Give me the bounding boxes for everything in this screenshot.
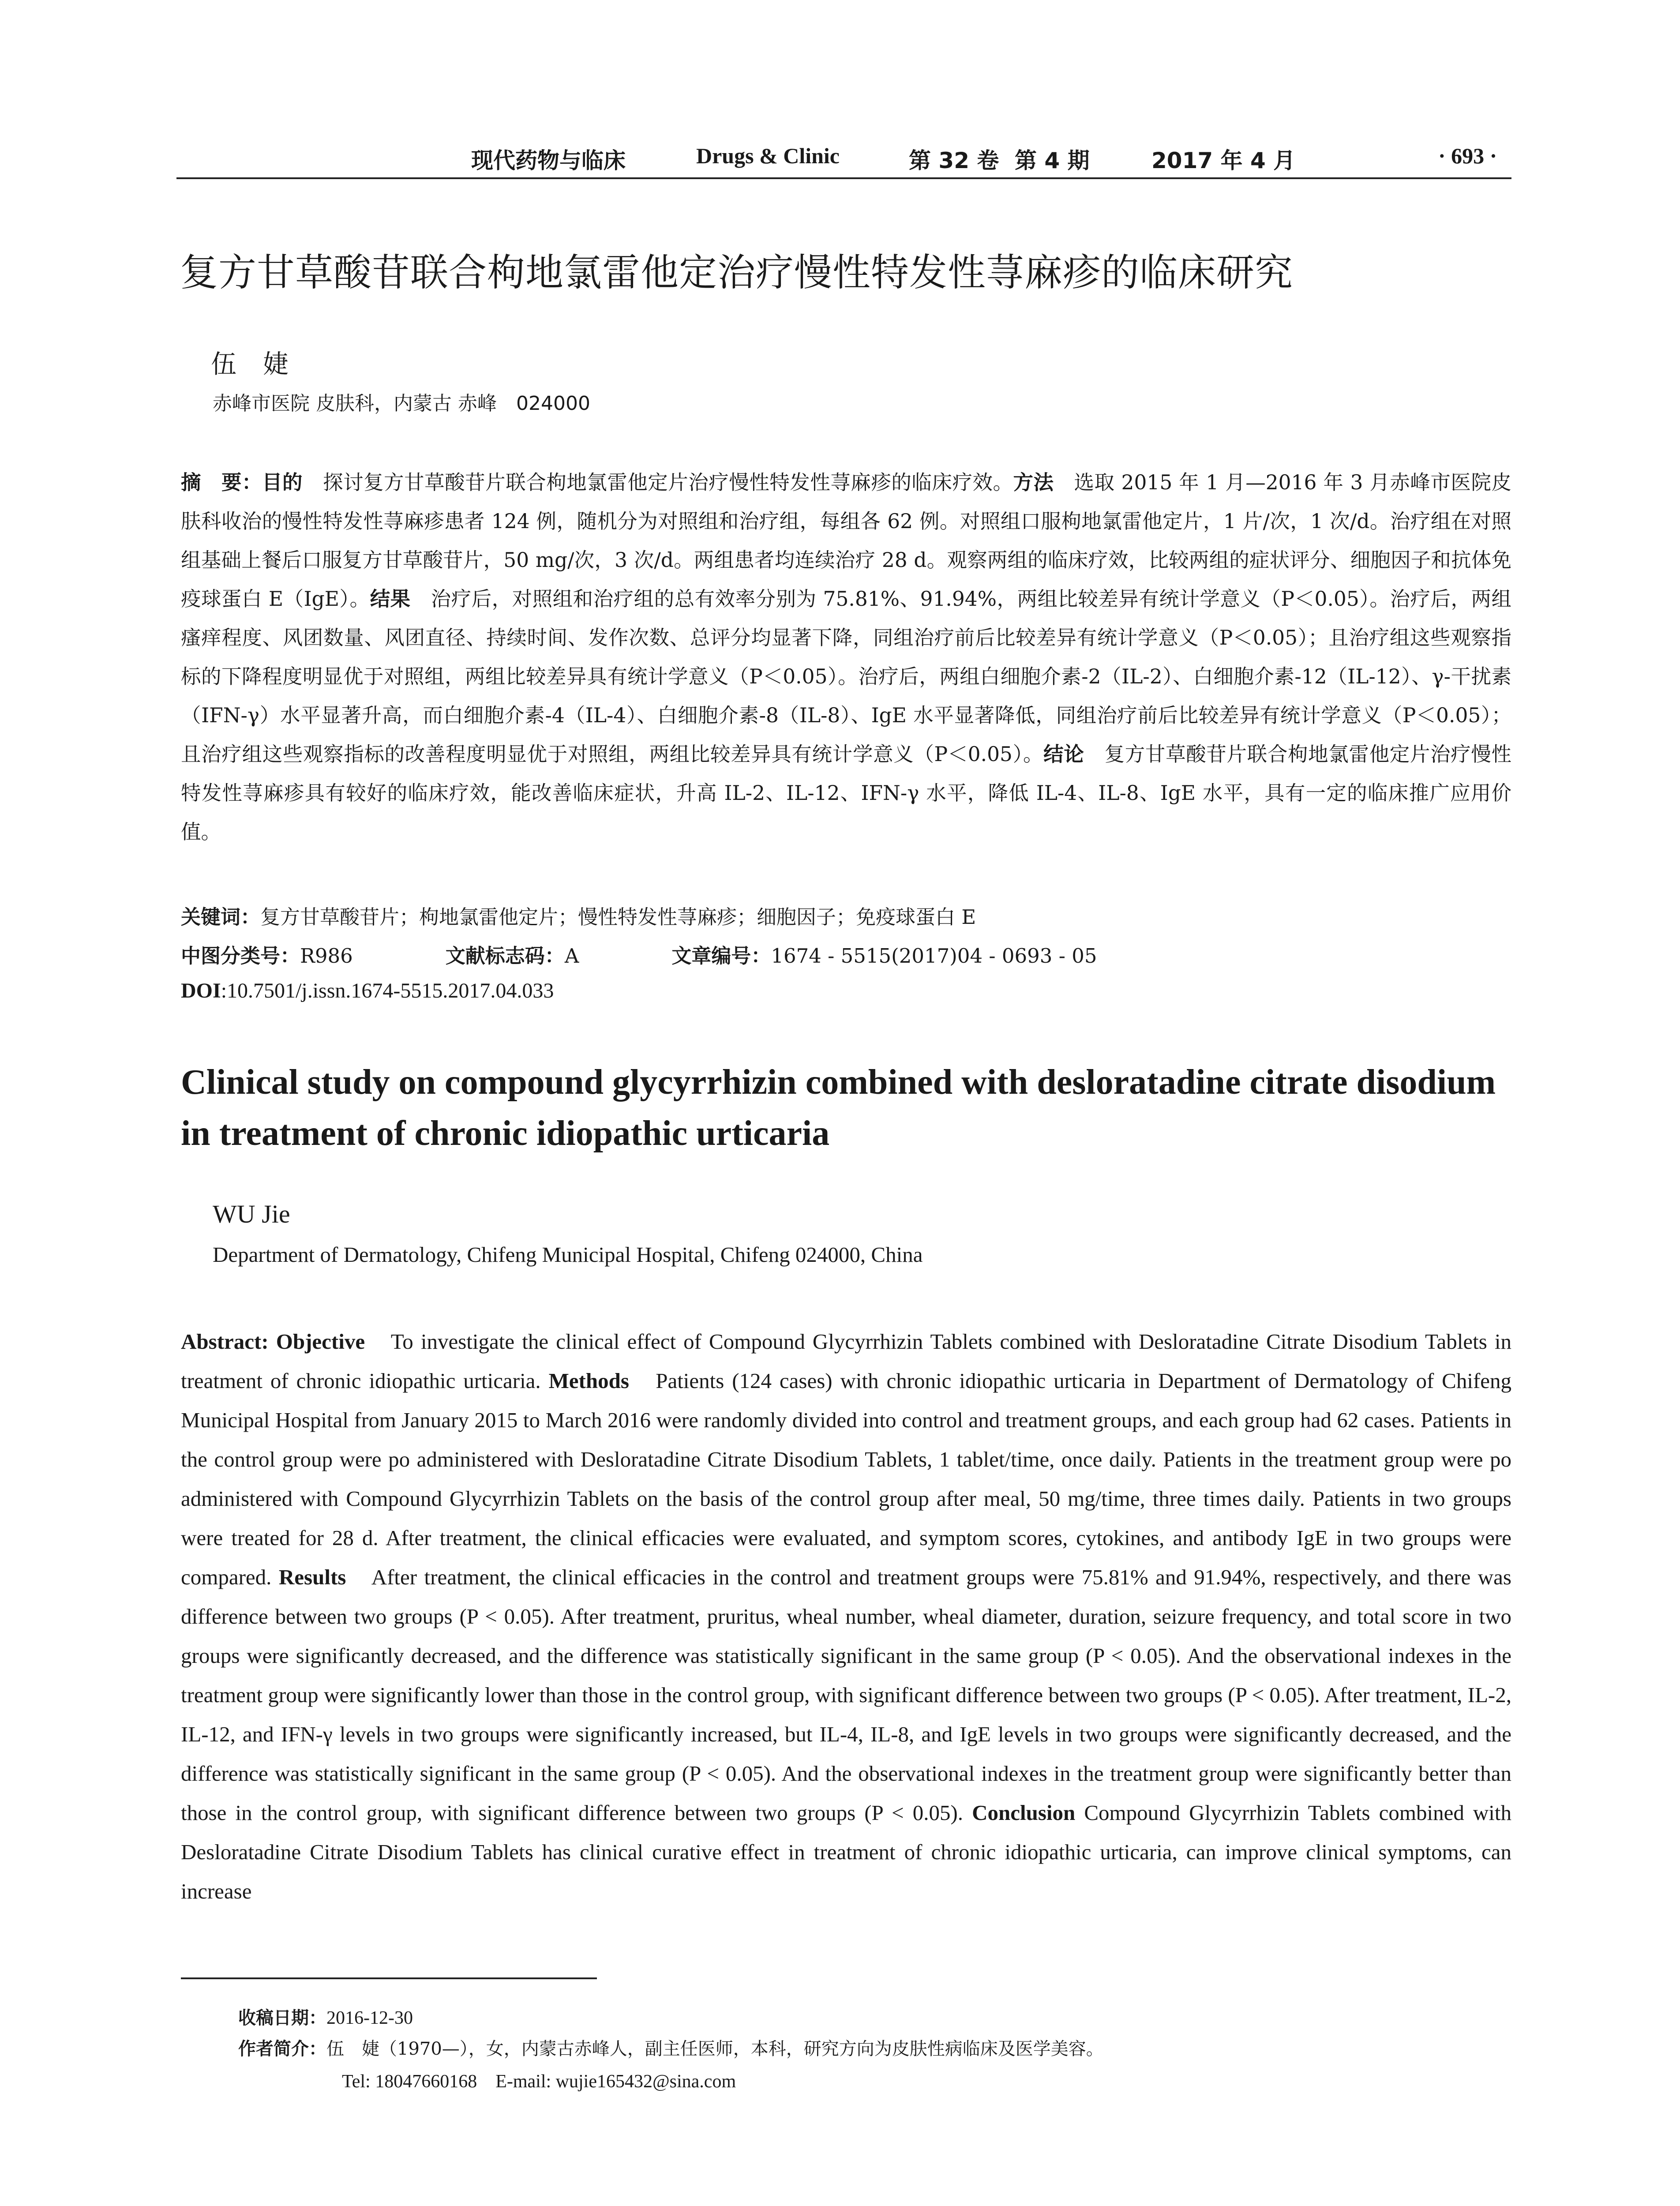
journal-name-cn: 现代药物与临床 [471, 148, 626, 173]
received-date-line [238, 2004, 413, 2029]
journal-name-en: Drugs & Clinic [696, 143, 840, 168]
methods-label-cn: 方法 [1013, 471, 1054, 494]
keywords-line [181, 901, 976, 930]
methods-text-cn: 选取 2015 年 1 月—2016 年 3 月赤峰市医院皮肤科收治的慢性特发性荨麻疹患者 124 例，随机分为对照组和治疗组，每组各 62 例。对照组口服枸地氯雷他定片，1 片/次，1 次/d。治疗组在对照组基础上餐后口服复方甘草酸苷片，50 mg/次，3 次/d。两组患者均连续治疗 28 d。观察两组的临床疗效，比较两组的症状评分、细胞因子和抗体免疫球蛋白 E（IgE）。 [181, 471, 1511, 611]
affiliation-cn: 赤峰市医院 皮肤科，内蒙古 赤峰 024000 [213, 392, 590, 415]
abstract-label-cn: 摘 要： [181, 471, 262, 494]
running-header [176, 140, 1511, 176]
methods-text-en: Patients (124 cases) with chronic idiopathic urticaria in Department of Dermatology of Chifeng Municipal Hospital from January 2015 to March 2016 were randomly divided into control and treatment groups, and each group had 62 cases. Patients in the control group were po administered with Desloratadine Citrate Disodium Tablets, 1 tablet/time, once daily. Patients in the treatment group were po administered with Compound Glycyrrhizin Tablets on the basis of the control group after meal, 50 mg/time, three times daily. Patients in two groups were treated for 28 d. After treatment, the clinical efficacies were evaluated, and symptom scores, cytokines, and antibody IgE in two groups were compared. [181, 1369, 1512, 1589]
title-cn: 复方甘草酸苷联合枸地氯雷他定治疗慢性特发性荨麻疹的临床研究 [180, 251, 1293, 295]
footnote-rule [181, 1977, 597, 1979]
conclusion-label-en: Conclusion [972, 1801, 1076, 1825]
doc-code-value: A [564, 944, 579, 968]
objective-label-en: Objective [276, 1329, 365, 1354]
keywords-label: 关键词： [181, 905, 261, 929]
article-no-label: 文章编号： [671, 944, 771, 968]
author-info: 伍 婕（1970—），女，内蒙古赤峰人，副主任医师，本科，研究方向为皮肤性病临床及医学美容。 [326, 2039, 1104, 2059]
conclusion-label-cn: 结论 [1043, 743, 1084, 766]
clc-label: 中图分类号： [181, 944, 300, 968]
contact-info: Tel: 18047660168 E-mail: wujie165432@sina.com [342, 2071, 736, 2092]
results-text-cn: 治疗后，对照组和治疗组的总有效率分别为 75.81%、91.94%，两组比较差异有统计学意义（P＜0.05）。治疗后，两组瘙痒程度、风团数量、风团直径、持续时间、发作次数、总评分均显著下降，同组治疗前后比较差异有统计学意义（P＜0.05）；且治疗组这些观察指标的下降程度明显优于对照组，两组比较差异具有统计学意义（P＜0.05）。治疗后，两组白细胞介素-2（IL-2）、白细胞介素-12（IL-12）、γ-干扰素（IFN-γ）水平显著升高，而白细胞介素-4（IL-4）、白细胞介素-8（IL-8）、IgE 水平显著降低，同组治疗前后比较差异有统计学意义（P＜0.05）；且治疗组这些观察指标的改善程度明显优于对照组，两组比较差异具有统计学意义（P＜0.05）。 [181, 587, 1511, 766]
author-info-label: 作者简介： [238, 2039, 326, 2059]
keywords: 复方甘草酸苷片；枸地氯雷他定片；慢性特发性荨麻疹；细胞因子；免疫球蛋白 E [260, 905, 976, 929]
abstract-cn [181, 463, 1511, 852]
results-label-en: Results [278, 1565, 346, 1589]
objective-text-cn: 探讨复方甘草酸苷片联合枸地氯雷他定片治疗慢性特发性荨麻疹的临床疗效。 [303, 471, 1013, 494]
doi-label: DOI [181, 979, 221, 1002]
classification-line [181, 940, 1097, 968]
clc-value: R986 [300, 944, 353, 968]
doi-line [181, 979, 554, 1003]
affiliation-en: Department of Dermatology, Chifeng Municipal Hospital, Chifeng 024000, China [213, 1242, 923, 1267]
page-number: · 693 · [1438, 143, 1497, 168]
issue: 第 4 期 [1015, 148, 1090, 173]
results-label-cn: 结果 [370, 587, 411, 611]
objective-text-en: To investigate the clinical effect of Compound Glycyrrhizin Tablets combined with Desloratadine Citrate Disodium Tablets in treatment of chronic idiopathic urticaria. [181, 1329, 1511, 1393]
author-info-line [238, 2035, 1104, 2060]
methods-label-en: Methods [548, 1369, 629, 1393]
author-en: WU Jie [213, 1200, 290, 1228]
results-text-en: After treatment, the clinical efficacies in the control and treatment groups were 75.81% and 91.94%, respectively, and there was difference between two groups (P < 0.05). After treatment, pruritus, wheal number, wheal diameter, duration, seizure frequency, and total score in two groups were significantly decreased, and the difference was statistically significant in the same group (P < 0.05). And the observational indexes in the treatment group were significantly lower than those in the control group, with significant difference between two groups (P < 0.05). After treatment, IL-2, IL-12, and IFN-γ levels in two groups were significantly increased, but IL-4, IL-8, and IgE levels in two groups were significantly decreased, and the difference was statistically significant in the same group (P < 0.05). And the observational indexes in the treatment group were significantly better than those in the control group, with significant difference between two groups (P < 0.05). [181, 1565, 1511, 1825]
conclusion-text-cn: 复方甘草酸苷片联合枸地氯雷他定片治疗慢性特发性荨麻疹具有较好的临床疗效，能改善临床症状，升高 IL-2、IL-12、IFN-γ 水平，降低 IL-4、IL-8、IgE 水平，具有一定的临床推广应用价值。 [181, 743, 1511, 844]
author-cn: 伍婕 [211, 349, 315, 379]
title-en: Clinical study on compound glycyrrhizin combined with desloratadine citrate disodium in treatment of chronic idiopathic urticaria [181, 1063, 1496, 1153]
article-no-value: 1674 - 5515(2017)04 - 0693 - 05 [771, 944, 1097, 968]
volume: 第 32 卷 [909, 148, 999, 173]
received-date: 2016-12-30 [326, 2008, 413, 2028]
doc-code-label: 文献标志码： [445, 944, 565, 968]
received-label: 收稿日期： [238, 2008, 326, 2028]
issue-date: 2017 年 4 月 [1151, 148, 1296, 173]
header-rule [176, 177, 1511, 179]
abstract-en [181, 1322, 1511, 1911]
contact-line [342, 2067, 736, 2093]
objective-label-cn: 目的 [262, 471, 303, 494]
abstract-label-en: Abstract: [181, 1329, 269, 1354]
doi-value: :10.7501/j.issn.1674-5515.2017.04.033 [221, 979, 554, 1002]
conclusion-text-en: Compound Glycyrrhizin Tablets combined with Desloratadine Citrate Disodium Tablets has clinical curative effect in treatment of chronic idiopathic urticaria, can improve clinical symptoms, can increase [181, 1801, 1511, 1903]
